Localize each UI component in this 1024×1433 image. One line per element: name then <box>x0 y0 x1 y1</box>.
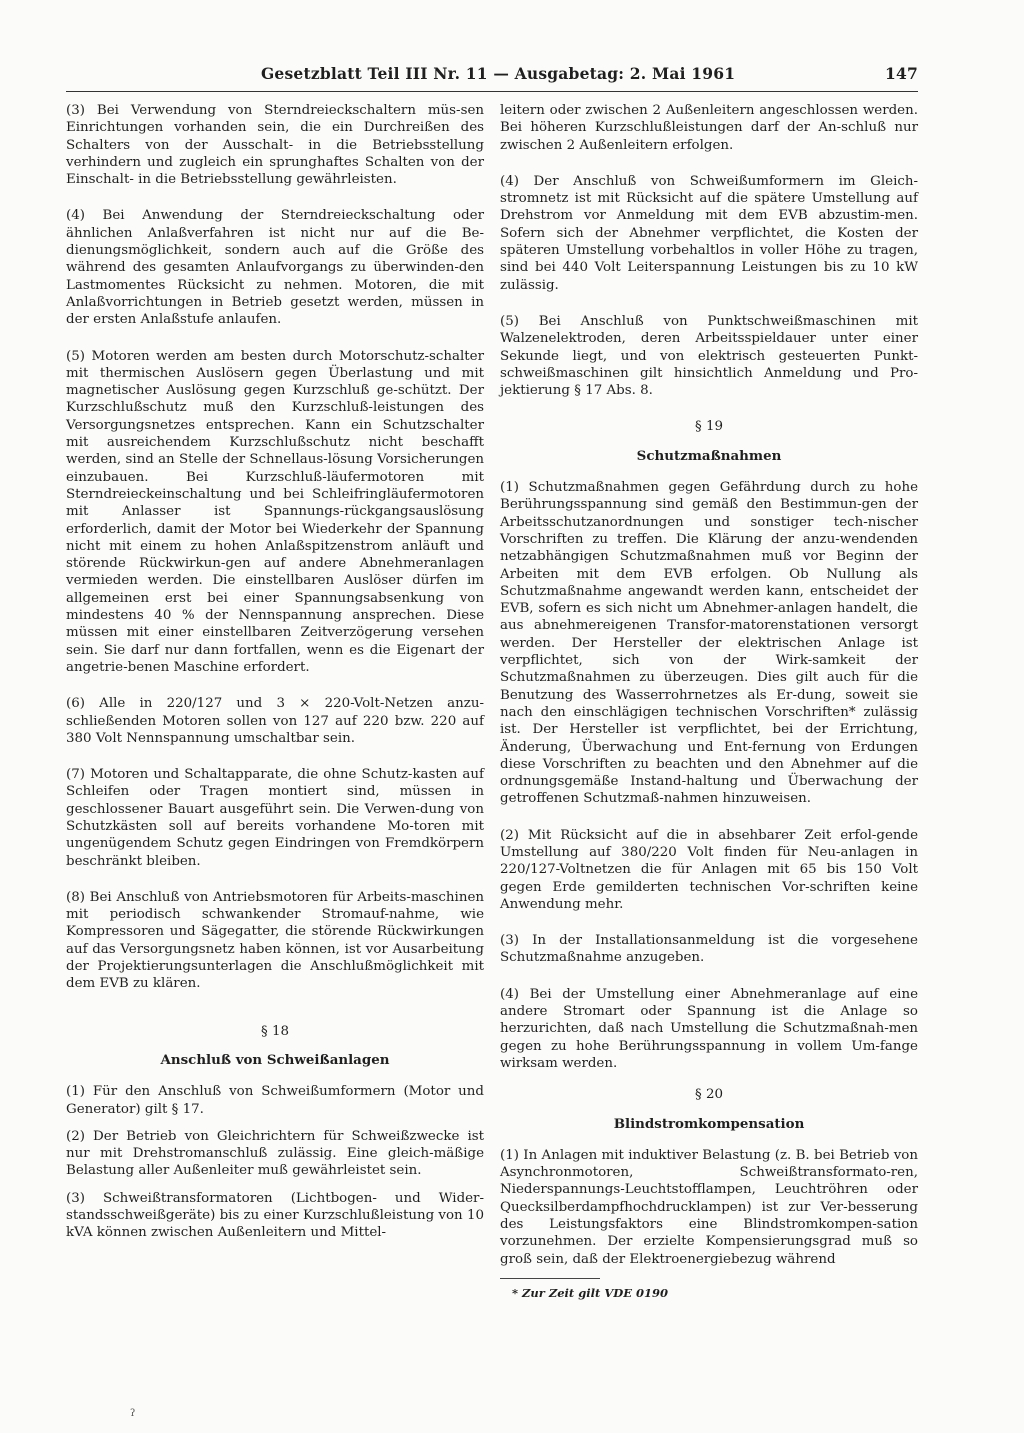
section-18-heading: Anschluß von Schweißanlagen <box>160 1051 390 1068</box>
section-19-heading: Schutzmaßnahmen <box>636 447 782 464</box>
section-19-number: § 19 <box>695 419 723 435</box>
section-18-paragraph-4: (4) Der Anschluß von Schweißumformern im Gleich-stromnetz ist mit Rücksicht auf die spätere Umstellung auf Drehstrom vor Anmeldung mit dem EVB abzustim-men. Sofern sich der Abnehmer verpflichtet, die Kosten der späteren Umstellung vorbehaltlos in voller Höhe zu tragen, sind bei 440 Volt Leiterspannung Leistungen bis zu 10 kW zulässig. <box>500 173 918 293</box>
paragraph-3: (3) Bei Verwendung von Sterndreieckschaltern müs-sen Einrichtungen vorhanden sein, die ein Durchreißen des Schalters von der Ausschalt- in die Betriebsstellung verhindern und zugleich ein sprunghaftes Schalten von der Einschalt- in die Betriebsstellung gewährleisten. <box>66 103 484 188</box>
header-rule <box>66 91 918 92</box>
left-column <box>66 102 484 1252</box>
section-19-paragraph-2: (2) Mit Rücksicht auf die in absehbarer Zeit erfol-gende Umstellung auf 380/220 Volt finden für Neu-anlagen in 220/127-Voltnetzen die für Anlagen mit 65 bis 150 Volt gegen Erde gemilderten technischen Vor-schriften keine Anwendung mehr. <box>500 827 918 912</box>
footnote: * Zur Zeit gilt VDE 0190 <box>512 1285 668 1300</box>
paragraph-5: (5) Motoren werden am besten durch Motorschutz-schalter mit thermischen Auslösern gegen Überlastung und mit magnetischer Auslösung gegen Kurzschluß ge-schützt. Der Kurzschlußschutz muß den Kurzschluß-leistungen des Versorgungsnetzes entsprechen. Kann ein Schutzschalter mit ausreichendem Kurzschlußschutz nicht beschafft werden, sind an Stelle der Schnellaus-lösung Vorsicherungen einzubauen. Bei Kurzschluß-läufermotoren mit Sterndreieckeinschaltung und bei Schleifringläufermotoren mit Anlasser ist Spannungs-rückgangsauslösung erforderlich, damit der Motor bei Wiederkehr der Spannung nicht mit einem zu hohen Anlaßspitzenstrom anläuft und störende Rückwirkun-gen auf andere Abnehmeranlagen vermieden werden. Die einstellbaren Auslöser dürfen im allgemeinen erst bei einer Spannungsabsenkung von mindestens 40 % der Nennspannung ansprechen. Diese müssen mit einer einstellbaren Zeitverzögerung versehen sein. Sie darf nur dann fortfallen, wenn es die Eigenart der angetrie-benen Maschine erfordert. <box>66 348 484 675</box>
page-number: 147 <box>885 64 918 83</box>
paragraph-6: (6) Alle in 220/127 und 3 × 220-Volt-Netzen anzu-schließenden Motoren sollen von 127 auf 220 bzw. 220 auf 380 Volt Nennspannung umschaltbar sein. <box>66 696 484 746</box>
section-20-paragraph-1: (1) In Anlagen mit induktiver Belastung (z. B. bei Betrieb von Asynchronmotoren, Schweißtransformato-ren, Niederspannungs-Leuchtstofflampen, Leuchtröhren oder Quecksilberdampfhochdrucklampen) ist zur Ver-besserung des Leistungsfaktors eine Blindstromkompen-sation vorzunehmen. Der erzielte Kompensierungsgrad muß so groß sein, daß der Elektroenergiebezug während <box>500 1147 918 1267</box>
section-18-paragraph-5: (5) Bei Anschluß von Punktschweißmaschinen mit Walzenelektroden, deren Arbeitsspieldauer unter einer Sekunde liegt, und von elektrisch gesteuerten Punkt-schweißmaschinen gilt hinsichtlich Anmeldung und Pro-jektierung § 17 Abs. 8. <box>500 313 918 399</box>
section-19-paragraph-4: (4) Bei der Umstellung einer Abnehmeranlage auf eine andere Stromart oder Spannung ist die Anlage so herzurichten, daß nach Umstellung die Schutzmaßnah-men gegen zu hohe Berührungsspannung in vollem Um-fange wirksam werden. <box>500 986 918 1071</box>
footnote-rule <box>500 1278 600 1279</box>
section-18-number: § 18 <box>261 1023 289 1039</box>
section-18-paragraph-2: (2) Der Betrieb von Gleichrichtern für Schweißzwecke ist nur mit Drehstromanschluß zulässig. Eine gleich-mäßige Belastung aller Außenleiter muß gewährleistet sein. <box>66 1128 484 1179</box>
paragraph-4: (4) Bei Anwendung der Sterndreieckschaltung oder ähnlichen Anlaßverfahren ist nicht nur auf die Be-dienungsmöglichkeit, sondern auch auf die Größe des während des gesamten Anlaufvorgangs zu überwinden-den Lastmomentes Rücksicht zu nehmen. Motoren, die mit Anlaßvorrichtungen in Betrieb gesetzt werden, müssen in der ersten Anlaßstufe anlaufen. <box>66 208 484 328</box>
right-column <box>500 102 918 1302</box>
section-19-paragraph-1: (1) Schutzmaßnahmen gegen Gefährdung durch zu hohe Berührungsspannung sind gemäß den Bestimmun-gen der Arbeitsschutzanordnungen und sonstiger tech-nischer Vorschriften zu treffen. Die Klärung der anzu-wendenden netzabhängigen Schutzmaßnahmen muß vor Beginn der Arbeiten mit dem EVB erfolgen. Ob Nullung als Schutzmaßnahme angewandt werden kann, entscheidet der EVB, sofern es sich nicht um Abnehmer-anlagen handelt, die aus abnehmereigenen Transfor-matorenstationen versorgt werden. Der Hersteller der elektrischen Anlage ist verpflichtet, sich von der Wirk-samkeit der Schutzmaßnahmen zu überzeugen. Dies gilt auch für die Benutzung des Wasserrohrnetzes als Er-dung, soweit sie nach den einschlägigen technischen Vorschriften* zulässig ist. Der Hersteller ist verpflichtet, bei der Errichtung, Änderung, Überwachung und Ent-fernung von Erdungen diese Vorschriften zu beachten und den Abnehmer auf die ordnungsgemäße Instand-haltung und Überwachung der getroffenen Schutzmaß-nahmen hinzuweisen. <box>500 480 918 807</box>
section-20-heading: Blindstromkompensation <box>613 1115 805 1132</box>
stray-mark: ʔ <box>130 1408 136 1419</box>
paragraph-7: (7) Motoren und Schaltapparate, die ohne Schutz-kasten auf Schleifen oder Tragen montiert sind, müssen in geschlossener Bauart ausgeführt sein. Die Verwen-dung von Schutzkästen soll auf bereits vorhandene Mo-toren mit ungenügendem Schutz gegen Eindringen von Fremdkörpern beschränkt bleiben. <box>66 767 484 869</box>
paragraph-8: (8) Bei Anschluß von Antriebsmotoren für Arbeits-maschinen mit periodisch schwankender Stromauf-nahme, wie Kompressoren und Sägegatter, die störende Rückwirkungen auf das Versorgungsnetz haben können, ist vor Ausarbeitung der Projektierungsunterlagen die Anschlußmöglichkeit mit dem EVB zu klären. <box>66 889 484 992</box>
header-title: Gesetzblatt Teil III Nr. 11 — Ausgabetag: 2. Mai 1961 <box>261 64 736 83</box>
section-20-number: § 20 <box>695 1087 723 1103</box>
section-18-paragraph-3: (3) Schweißtransformatoren (Lichtbogen- und Wider-standsschweißgeräte) bis zu einer Kurzschlußleistung von 10 kVA können zwischen Außenleitern und Mittel- <box>66 1190 484 1241</box>
section-19-paragraph-3: (3) In der Installationsanmeldung ist die vorgesehene Schutzmaßnahme anzugeben. <box>500 933 918 966</box>
section-18-paragraph-3-continued: leitern oder zwischen 2 Außenleitern angeschlossen werden. Bei höheren Kurzschlußleistungen darf der An-schluß nur zwischen 2 Außenleitern erfolgen. <box>500 103 918 153</box>
section-18-paragraph-1: (1) Für den Anschluß von Schweißumformern (Motor und Generator) gilt § 17. <box>66 1084 484 1117</box>
